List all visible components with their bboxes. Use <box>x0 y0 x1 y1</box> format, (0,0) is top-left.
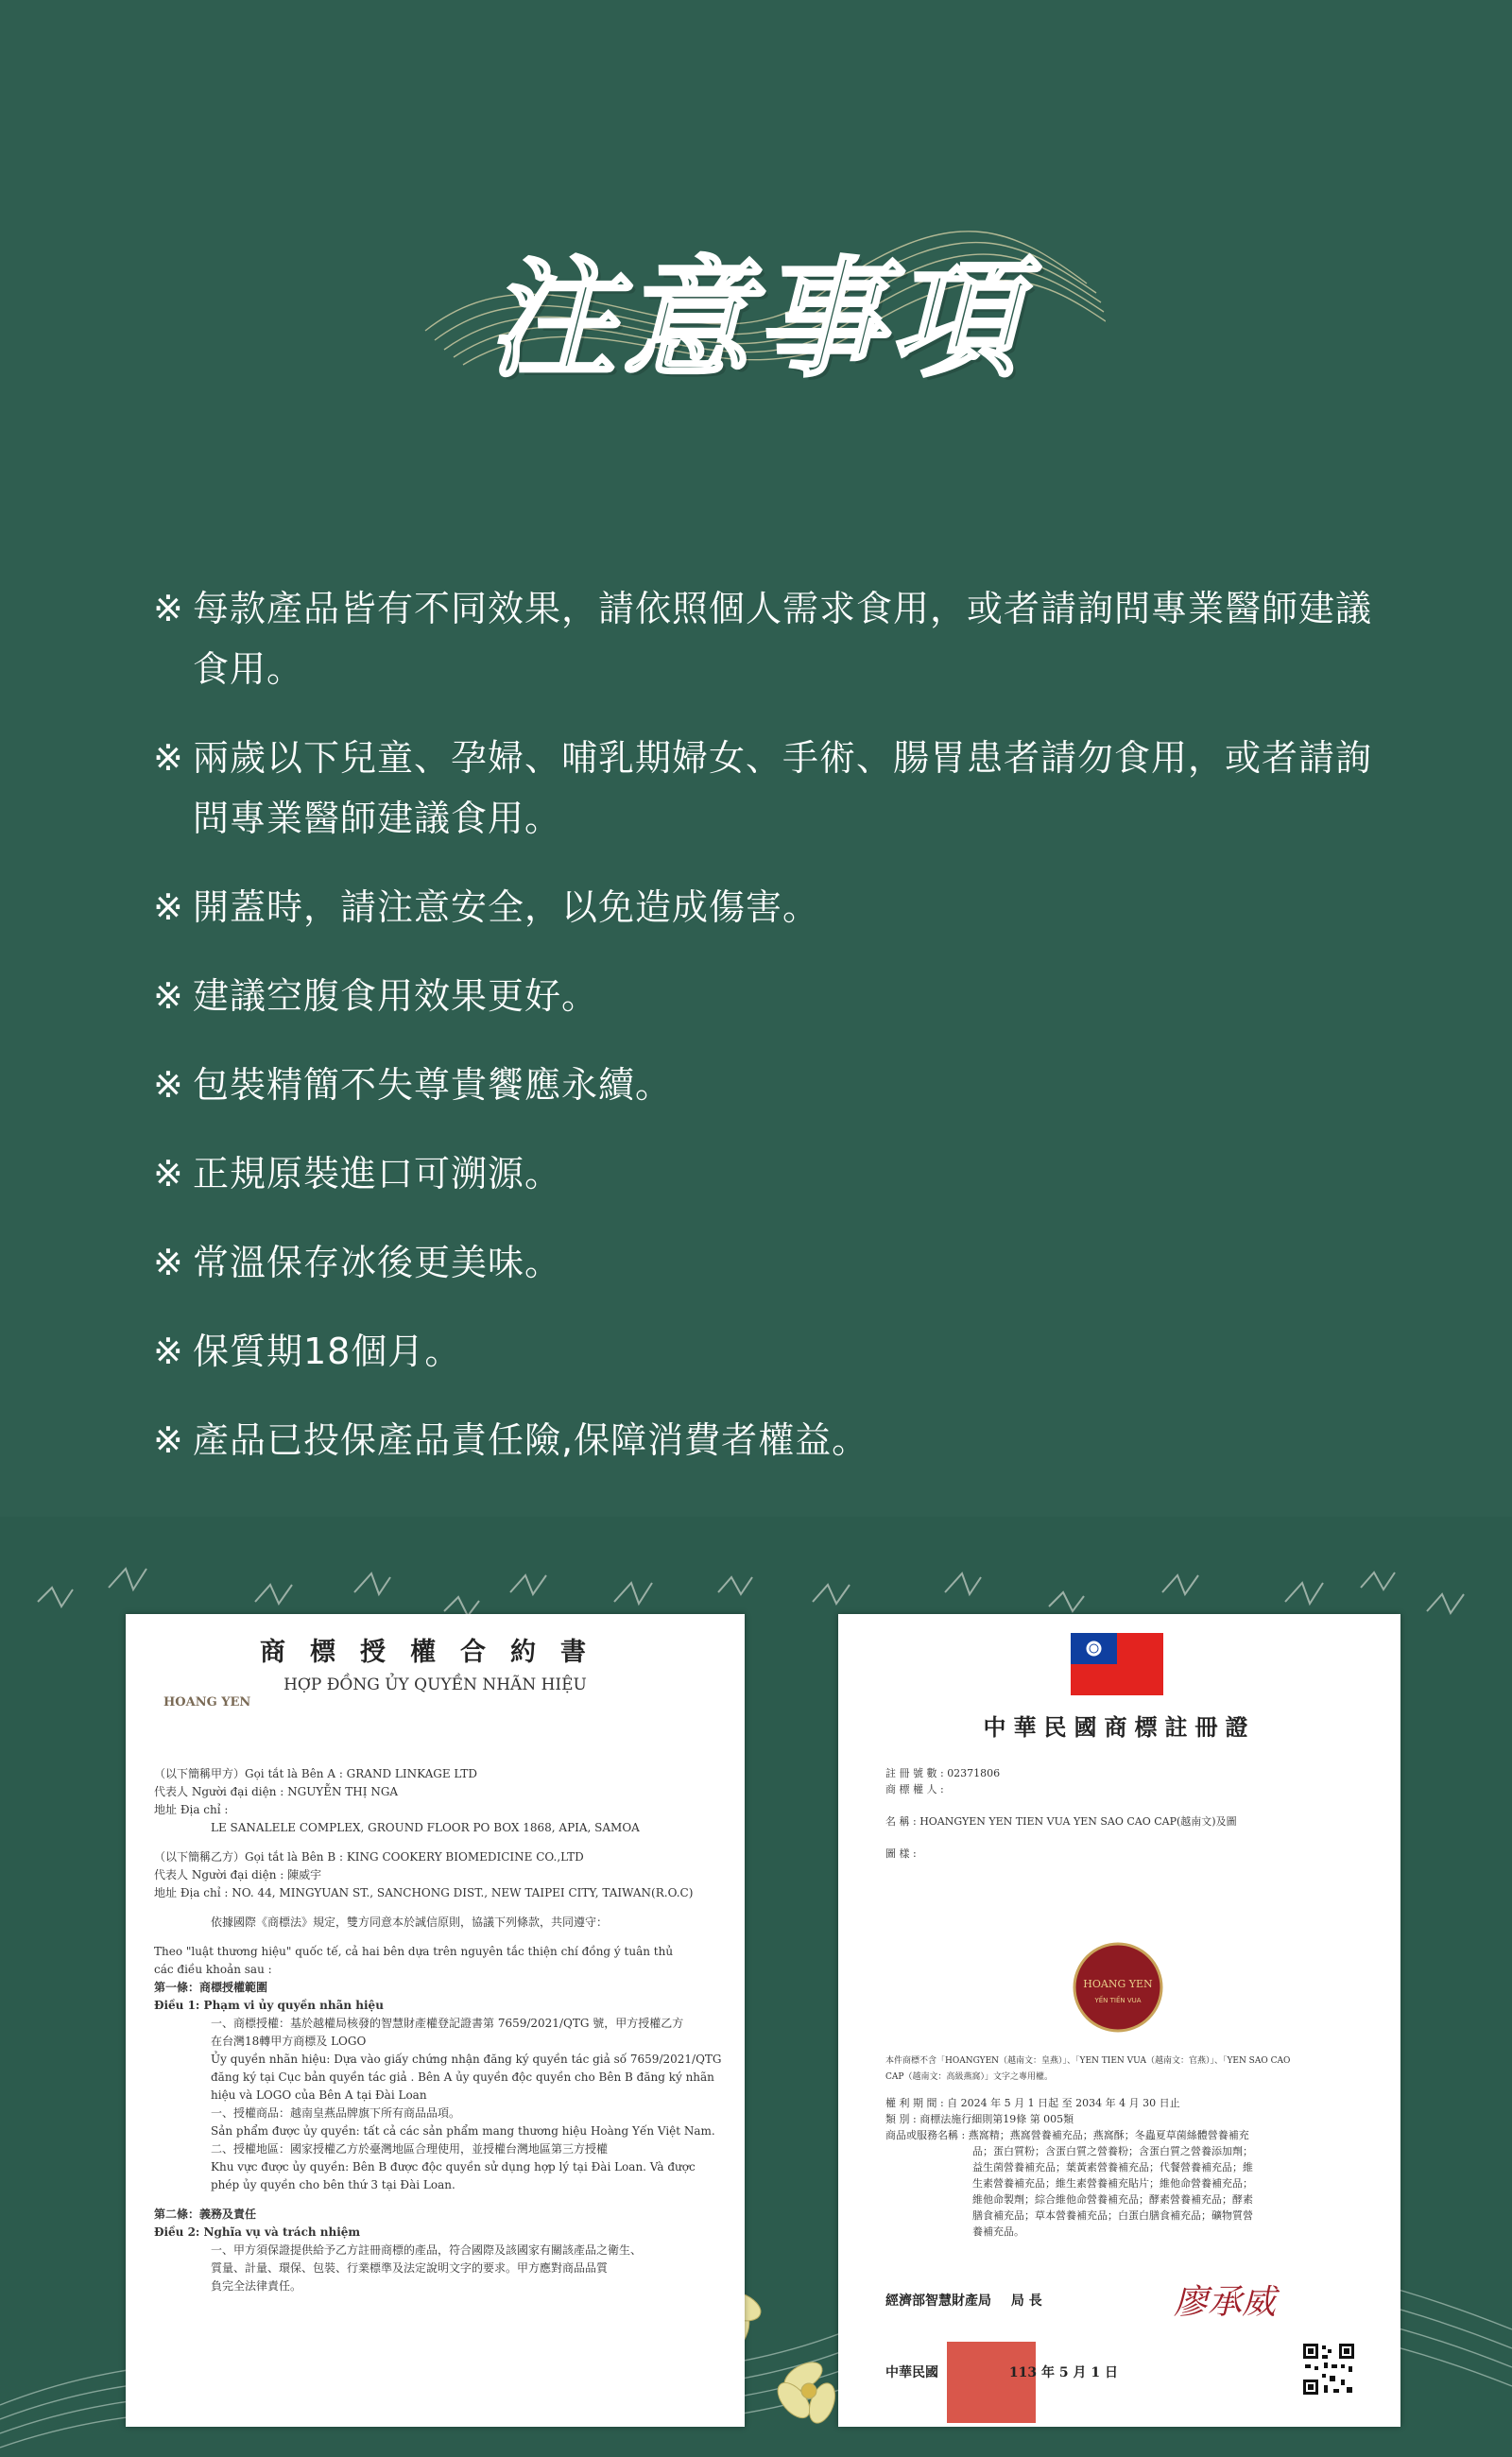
office-name: 經濟部智慧財產局 <box>885 2294 991 2309</box>
notice-item <box>153 1055 1372 1115</box>
chief-label: 局 長 <box>1010 2294 1042 2309</box>
reference-mark: ※ <box>153 975 183 1017</box>
certificate-details <box>885 2053 1367 2240</box>
document-line: 在台灣18轉甲方商標及 LOGO <box>211 2035 367 2048</box>
certificate-line: 維他命製劑；綜合維他命營養補充品；酵素營養補充品；酵素 <box>972 2193 1253 2206</box>
document-line: 第二條：義務及責任 <box>154 2208 257 2221</box>
notice-item <box>153 1321 1372 1382</box>
document-line: （以下簡稱乙方）Gọi tắt là Bên B : KING COOKERY BIOMEDICINE CO.,LTD <box>154 1850 584 1864</box>
document-line: phép ủy quyền cho bên thứ 3 tại Đài Loan. <box>211 2178 455 2191</box>
certificate-line: 類 別 : 商標法施行細則第19條 第 005類 <box>885 2113 1074 2125</box>
certificate-line <box>885 1797 1367 1813</box>
certificate-line: 名 稱 : HOANGYEN YEN TIEN VUA YEN SAO CAO CAP(越南文)及圖 <box>885 1815 1237 1828</box>
reference-mark: ※ <box>153 1242 183 1283</box>
document-line: 質量、計量、環保、包裝、行業標準及法定說明文字的要求。甲方應對商品品質 <box>211 2261 609 2275</box>
notice-text: 兩歲以下兒童、孕婦、哺乳期婦女、手術、腸胃患者請勿食用，或者請詢問專業醫師建議食用。 <box>193 737 1373 839</box>
notice-text: 正規原裝進口可溯源。 <box>193 1153 562 1194</box>
document-line: Điều 1: Phạm vi ủy quyền nhãn hiệu <box>154 1999 384 2012</box>
notice-item <box>153 1143 1372 1204</box>
reference-mark: ※ <box>153 886 183 928</box>
notice-text: 常溫保存冰後更美味。 <box>193 1242 562 1283</box>
document-line: hiệu và LOGO của Bên A tại Đài Loan <box>211 2088 427 2102</box>
title-block <box>406 189 1106 395</box>
official-seal-stamp <box>947 2342 1036 2423</box>
certificate-line: 膳食補充品；草本營養補充品；白蛋白膳食補充品；礦物質營 <box>972 2209 1253 2222</box>
notice-text: 產品已投保產品責任險,保障消費者權益。 <box>193 1419 869 1461</box>
notice-list <box>153 578 1372 1499</box>
notice-text: 開蓋時，請注意安全，以免造成傷害。 <box>193 886 820 928</box>
document-line: Sản phẩm được ủy quyền: tất cả các sản phẩm mang thương hiệu Hoàng Yến Việt Nam. <box>211 2124 715 2138</box>
reference-mark: ※ <box>153 1064 183 1106</box>
document-line: Theo "luật thương hiệu" quốc tế, cả hai bên dựa trên nguyên tắc thiện chí đồng ý tuân thủ <box>154 1945 674 1958</box>
certificate-line: 商 標 權 人 : <box>885 1783 944 1796</box>
certificate-line: 權 利 期 間 : 自 2024 年 5 月 1 日起 至 2034 年 4 月 30 日止 <box>885 2097 1180 2109</box>
document-subtitle: HỢP ĐỒNG ỦY QUYỀN NHÃN HIỆU <box>284 1675 587 1694</box>
document-line: Điều 2: Nghĩa vụ và trách nhiệm <box>154 2225 361 2239</box>
notice-text: 包裝精簡不失尊貴饗應永續。 <box>193 1064 673 1106</box>
reference-mark: ※ <box>153 1331 183 1372</box>
reference-mark: ※ <box>153 1153 183 1194</box>
document-line: 一、授權商品：越南皇燕品牌旗下所有商品品項。 <box>211 2106 461 2120</box>
reference-mark: ※ <box>153 1419 183 1461</box>
document-line: 負完全法律責任。 <box>211 2279 302 2293</box>
certificate-line: 養補充品。 <box>972 2225 1024 2238</box>
document-line: （以下簡稱甲方）Gọi tắt là Bên A : GRAND LINKAGE LTD <box>154 1767 478 1780</box>
brand-logo: HOANG YEN <box>163 1695 251 1710</box>
notice-item <box>153 966 1372 1026</box>
document-line: Ủy quyền nhãn hiệu: Dựa vào giấy chứng nhận đăng ký quyền tác giả số 7659/2021/QTG <box>211 2053 721 2066</box>
notice-item <box>153 728 1372 849</box>
svg-text:YẾN TIẾN VUA: YẾN TIẾN VUA <box>1094 1997 1142 2004</box>
certificate-line: 益生菌營養補充品；葉黃素營養補充品；代餐營養補充品；維 <box>972 2161 1253 2174</box>
document-line: 代表人 Người đại diện : 陳威宇 <box>154 1868 322 1881</box>
notice-text: 每款產品皆有不同效果，請依照個人需求食用，或者請詢問專業醫師建議食用。 <box>193 588 1373 690</box>
trademark-license-document <box>126 1614 745 2427</box>
document-line: 代表人 Người đại diện : NGUYỄN THỊ NGA <box>154 1785 399 1798</box>
reference-mark: ※ <box>153 737 183 779</box>
certificate-line <box>885 1830 1367 1846</box>
certificate-line: 品；蛋白質粉；含蛋白質之營養粉；含蛋白質之營養添加劑； <box>972 2145 1253 2157</box>
document-body <box>154 1765 721 2295</box>
document-line: 依據國際《商標法》規定，雙方同意本於誠信原則，協議下列條款，共同遵守： <box>211 1916 609 1929</box>
document-line: các điều khoản sau : <box>154 1963 272 1976</box>
certificate-body <box>885 1765 1367 1862</box>
document-line: 地址 Địa chỉ : NO. 44, MINGYUAN ST., SANCHONG DIST., NEW TAIPEI CITY, TAIWAN(R.O.C) <box>154 1886 694 1899</box>
certificate-line: 本件商標不含「HOANGYEN（越南文：皇燕）」、「YEN TIEN VUA（越南文：官燕）」、「YEN SAO CAO <box>885 2056 1291 2066</box>
document-line: Khu vực được ủy quyền: Bên B được độc quyền sử dụng hợp lý tại Đài Loan. Và được <box>211 2160 696 2174</box>
document-line: 二、授權地區：國家授權乙方於臺灣地區合理使用，並授權台灣地區第三方授權 <box>211 2142 609 2156</box>
flag-icon <box>1071 1633 1163 1695</box>
signature: 廖承威 <box>1174 2283 1277 2322</box>
certificate-line: 生素營養補充品；維生素營養補充貼片；維他命營養補充品； <box>972 2177 1253 2190</box>
certificate-line: 圖 樣 : <box>885 1847 917 1860</box>
reference-mark: ※ <box>153 588 183 629</box>
certificate-line: CAP（越南文：高級燕窩）」文字之專用權。 <box>885 2072 1053 2082</box>
issuing-office <box>885 2291 1377 2310</box>
notice-item <box>153 877 1372 937</box>
document-line: 一、商標授權：基於越權局核發的智慧財產權登記證書第 7659/2021/QTG 號，甲方授權乙方 <box>211 2017 684 2030</box>
document-line: 一、甲方須保證提供給予乙方註冊商標的產品，符合國際及該國家有關該產品之衛生、 <box>211 2243 643 2257</box>
notice-item <box>153 1410 1372 1470</box>
certificate-title: 中華民國商標註冊證 <box>983 1713 1256 1741</box>
svg-text:HOANG YEN: HOANG YEN <box>1083 1978 1153 1990</box>
date-text: 113 年 5 月 1 日 <box>1008 2365 1118 2380</box>
notice-text: 建議空腹食用效果更好。 <box>193 975 599 1017</box>
page-title: 注意事項 <box>488 244 1024 395</box>
trademark-registration-certificate <box>838 1614 1400 2427</box>
notice-item <box>153 1232 1372 1293</box>
notice-item <box>153 578 1372 699</box>
document-title: 商標授權合約書 <box>260 1638 610 1667</box>
notice-text: 保質期18個月。 <box>193 1331 462 1372</box>
sun-icon <box>1071 1633 1117 1664</box>
certificate-line <box>885 2086 1367 2095</box>
document-line: 地址 Địa chỉ : <box>154 1803 229 1816</box>
certificate-line: 商品或服務名稱 : 燕窩精；燕窩營養補充品；燕窩酥；冬蟲夏草菌絲體營養補充 <box>885 2129 1249 2141</box>
qr-code-icon <box>1301 2342 1356 2397</box>
document-line: 第一條：商標授權範圍 <box>154 1981 268 1994</box>
certificate-line: 註 冊 號 數 : 02371806 <box>885 1767 1001 1779</box>
trademark-logo <box>1062 1940 1174 2035</box>
date-label: 中華民國 <box>885 2365 938 2380</box>
document-line: LE SANALELE COMPLEX, GROUND FLOOR PO BOX 1868, APIA, SAMOA <box>211 1821 640 1834</box>
document-line: đăng ký tại Cục bản quyền tác giả . Bên A ủy quyền độc quyền cho Bên B đăng ký nhãn <box>211 2070 714 2084</box>
